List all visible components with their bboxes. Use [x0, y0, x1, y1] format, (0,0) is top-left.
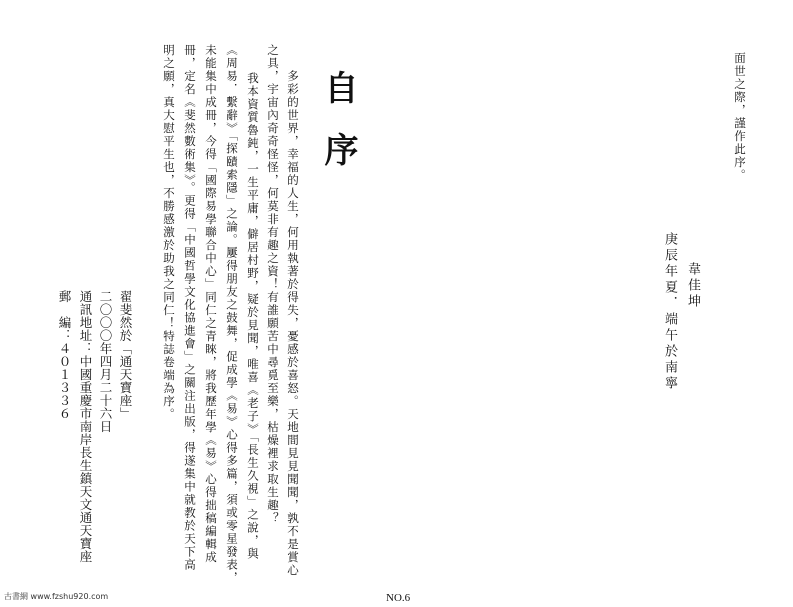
body-column-6: 冊，定名《斐然數術集》。更得「中國哲學文化協進會」之關注出版，得遂集中就教於天下高 — [183, 44, 197, 572]
body-column-2: 之具，宇宙內奇奇怪怪，何莫非有趣之資！有誰願苦中尋覓至樂，枯燥裡求取生趣？ — [266, 44, 280, 525]
body-column-3: 我本資質魯鈍，一生平庸，僻居村野，疑於見聞，唯喜《老子》「長生久視」之說，與 — [246, 72, 260, 561]
body-column-5: 未能集中成冊，今得「國際易學聯合中心」同仁之青睞，將我歷年學《易》心得拙稿編輯成 — [204, 44, 218, 564]
body-column-7: 明之願，真大慰平生也，不勝感激於助我之同仁！特誌卷端為序。 — [162, 44, 176, 421]
page-title: 自序 — [318, 70, 358, 194]
signoff-postcode: 郵 編：４０１３３６ — [57, 290, 72, 420]
author-date-place: 庚辰年夏．端午於南寧 — [662, 232, 677, 392]
watermark-text: 古書網 www.fzshu920.com — [4, 592, 109, 601]
author-name: 韋佳坤 — [685, 262, 700, 310]
signoff-place: 翟斐然於「通天寶座」 — [118, 290, 133, 420]
signoff-address: 通訊地址：中國重慶市南岸長生鎮天文通天寶座 — [78, 290, 93, 563]
body-column-1: 多彩的世界，幸福的人生，何用執著於得失，憂感於喜怒。天地間見見聞聞，孰不是賞心 — [286, 70, 300, 577]
page-number: NO.6 — [386, 592, 411, 604]
body-column-4: 《周易．繫辭》「探賾索隱」之論。屢得朋友之鼓舞，促成學《易》心得多篇，須或零星發表， — [225, 44, 239, 585]
signoff-date: 二〇〇〇年四月二十六日 — [98, 290, 113, 433]
right-page-line: 面世之際，謹作此序。 — [733, 52, 747, 182]
